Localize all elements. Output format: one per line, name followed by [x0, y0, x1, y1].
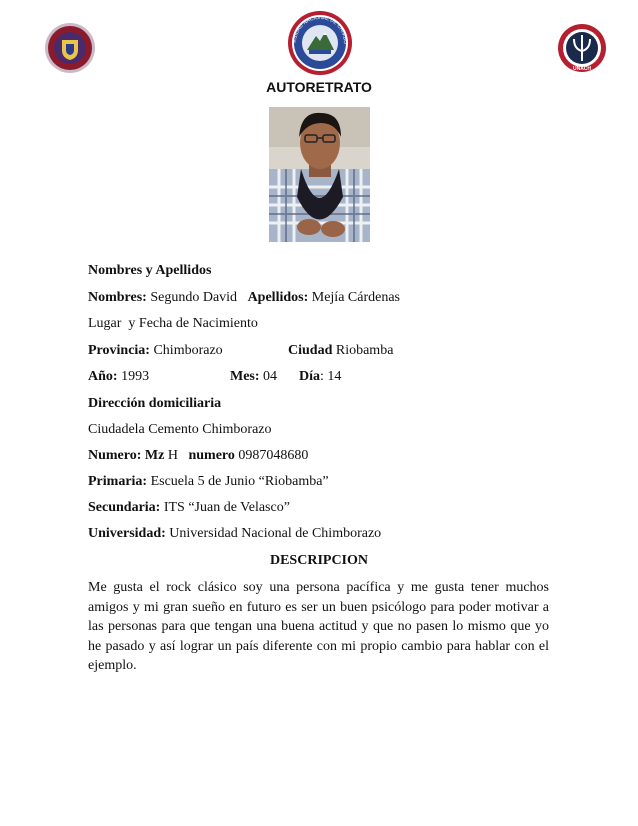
number-value: H — [167, 448, 178, 463]
address-value: Ciudadela Cemento Chimborazo — [88, 422, 272, 437]
year-value: 1993 — [121, 369, 150, 384]
primary-line — [88, 474, 329, 490]
university-value: Universidad Nacional de Chimborazo — [169, 526, 382, 541]
city-value: Riobamba — [335, 343, 394, 358]
year-line — [88, 369, 149, 385]
description-text: Me gusta el rock clásico soy una persona pacífica y me gusta tener muchos amigos y mi gran sueño en futuro es ser un buen psicólogo para poder motivar a las personas para que tengan una buena actitud y que no pasen lo mismo que yo he pasado y así lograr un país diferente con mi propio cambio para hablar con el ejemplo. — [88, 580, 549, 673]
seal-text: RSIDAD NACIONAL DE CHIMBO — [291, 14, 349, 45]
phone-value: 0987048680 — [238, 448, 309, 463]
day-line — [299, 369, 341, 385]
surnames-label: Apellidos: — [247, 290, 309, 305]
university-crest-icon — [44, 22, 96, 74]
month-label: Mes: — [230, 369, 260, 384]
secondary-value: ITS “Juan de Velasco” — [163, 500, 290, 515]
province-label: Provincia: — [88, 343, 150, 358]
university-line — [88, 526, 381, 542]
province-line — [88, 343, 223, 359]
day-label: Día — [299, 369, 320, 384]
province-value: Chimborazo — [153, 343, 223, 358]
city-label: Ciudad — [288, 343, 333, 358]
names-label: Nombres: — [88, 290, 147, 305]
primary-label: Primaria: — [88, 474, 148, 489]
page-title: AUTORETRATO — [266, 79, 372, 95]
day-value: : 14 — [320, 369, 342, 384]
names-line — [88, 290, 400, 306]
university-label: Universidad: — [88, 526, 166, 541]
number-label: Numero: Mz — [88, 448, 165, 463]
names-value: Segundo David — [150, 290, 238, 305]
month-line — [230, 369, 277, 385]
month-value: 04 — [263, 369, 278, 384]
year-label: Año: — [88, 369, 118, 384]
address-heading: Dirección domiciliaria — [88, 396, 222, 411]
birth-heading: Lugar y Fecha de Nacimiento — [88, 316, 258, 331]
phone-label: numero — [188, 448, 235, 463]
universidad-nacional-de-chimborazo-seal-icon — [287, 10, 353, 76]
city-line — [288, 343, 393, 359]
secondary-line — [88, 500, 290, 516]
number-line — [88, 448, 308, 464]
portrait-photo — [269, 107, 370, 242]
primary-value: Escuela 5 de Junio “Riobamba” — [150, 474, 329, 489]
emblem-text: UNACH — [572, 66, 592, 72]
description-heading: DESCRIPCION — [269, 553, 368, 568]
names-heading: Nombres y Apellidos — [88, 263, 212, 278]
faculty-emblem-icon — [557, 23, 607, 73]
surnames-value: Mejía Cárdenas — [311, 290, 400, 305]
secondary-label: Secundaria: — [88, 500, 161, 515]
